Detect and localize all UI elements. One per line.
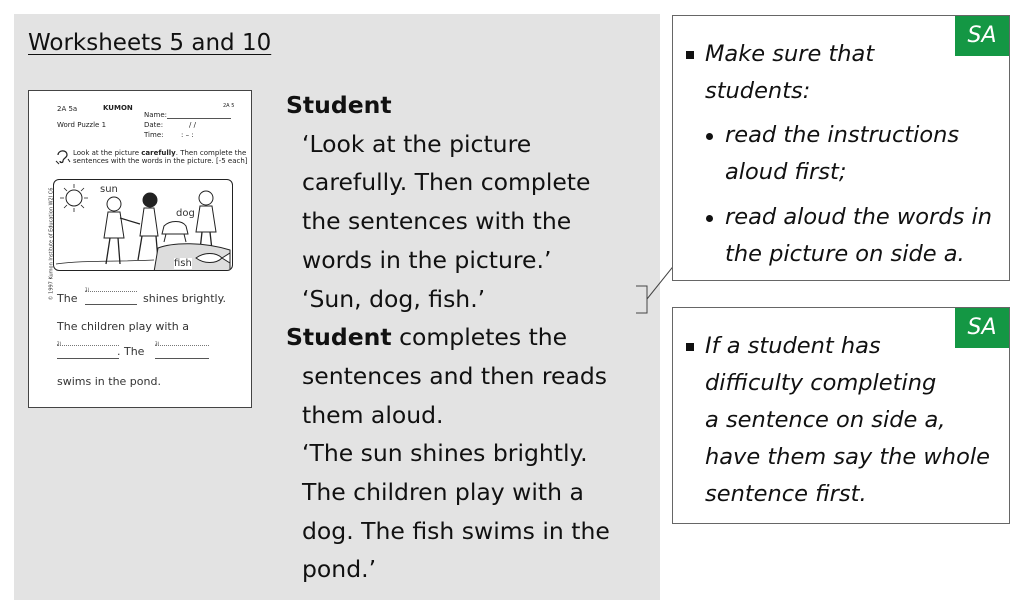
script-line: carefully. Then complete (302, 168, 591, 197)
q1-number: 1) (85, 287, 90, 292)
square-bullet-icon (686, 343, 694, 351)
note-text: sentence first. (705, 481, 867, 507)
note-text: a sentence on side a, (705, 407, 946, 433)
script-line: Student completes the (286, 323, 568, 352)
note-text: have them say the whole (705, 444, 990, 470)
thumb-instruction: Look at the picture carefully. Then complete the (73, 149, 247, 157)
pic-word-sun: sun (100, 184, 118, 195)
script-line: dog. The fish swims in the (302, 516, 610, 545)
script-line: ‘Sun, dog, fish.’ (302, 284, 486, 313)
script-line: the sentences with the (302, 207, 572, 236)
note-text: the picture on side a. (725, 241, 965, 267)
note-text: If a student has (705, 333, 881, 359)
student-label-2: Student (286, 323, 392, 352)
hw-dot-the: . The (117, 345, 145, 358)
thumb-page: 2A 5 (223, 103, 235, 109)
thumb-level: 2A 5a (57, 105, 78, 113)
script-line: sentences and then reads (302, 361, 608, 390)
worksheet-title: Worksheets 5 and 10 (28, 30, 272, 56)
thumb-time-label: Time: (144, 131, 164, 139)
sa-badge: SA (955, 16, 1009, 56)
script-line: words in the picture.’ (302, 245, 552, 274)
note-text: read aloud the words in (725, 204, 992, 230)
note-text: students: (705, 78, 811, 104)
hw-children-play: The children play with a (57, 320, 189, 333)
q3-number: 3) (155, 341, 160, 346)
thumb-name-label: Name: (144, 111, 168, 119)
hw-swims-in-pond: swims in the pond. (57, 375, 161, 388)
round-bullet-icon (706, 133, 713, 140)
thumb-brand: KUMON (103, 104, 133, 112)
thumb-copyright: © 1997 Kumon Institute of Education W2I C6 (48, 187, 55, 301)
thumb-time-sep: : – : (181, 131, 194, 139)
script-line: them aloud. (302, 400, 444, 429)
thumb-date-sep: / / (189, 121, 196, 129)
hw-the: The (57, 292, 78, 305)
thumb-instruction-line2: sentences with the words in the picture. [-5 each] (73, 157, 248, 165)
note-text: read the instructions (725, 122, 960, 148)
pic-word-fish: fish (174, 258, 192, 269)
thumb-date-label: Date: (144, 121, 164, 129)
round-bullet-icon (706, 215, 713, 222)
script-line: ‘Look at the picture (302, 129, 532, 158)
script-line: ‘The sun shines brightly. (302, 439, 588, 468)
student-label-1: Student (286, 91, 392, 119)
note-text: Make sure that (705, 41, 875, 67)
note-box-difficulty (672, 307, 1010, 524)
script-line: pond.’ (302, 555, 377, 584)
sa-badge: SA (955, 308, 1009, 348)
hw-shines-brightly: shines brightly. (143, 292, 227, 305)
note-text: aloud first; (725, 159, 847, 185)
pic-word-dog: dog (176, 208, 195, 219)
square-bullet-icon (686, 51, 694, 59)
q2-number: 2) (57, 341, 62, 346)
note-text: difficulty completing (705, 370, 937, 396)
note-box-instructions (672, 15, 1010, 281)
thumb-puzzle: Word Puzzle 1 (57, 121, 107, 129)
script-line: The children play with a (302, 478, 584, 507)
